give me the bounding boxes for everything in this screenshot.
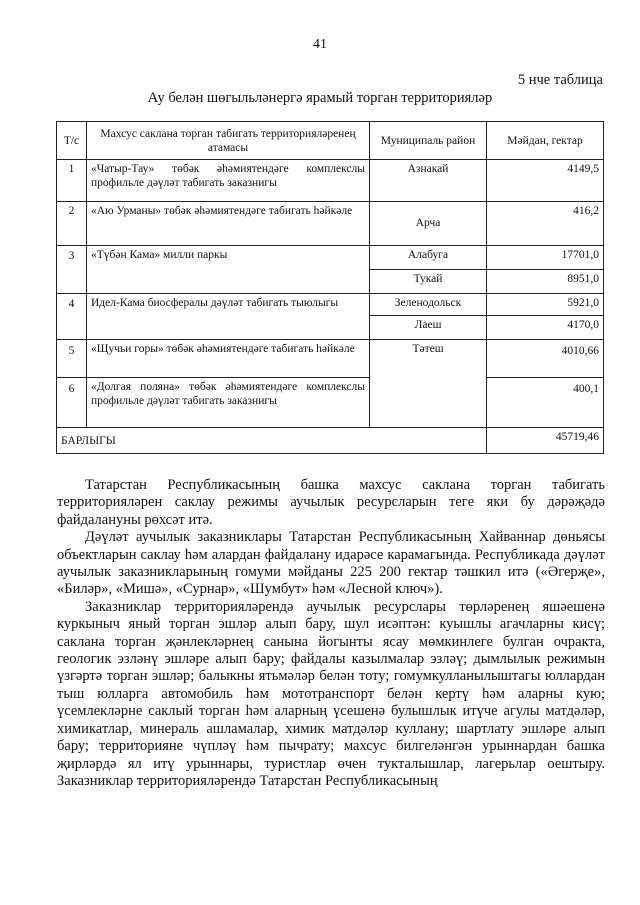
row-area: 8951,0 [487,270,604,294]
row-district: Азнакай [370,160,487,202]
row-area: 4170,0 [487,316,604,340]
paragraph: Татарстан Республикасының башка махсус саклана торган табигать территорияләрен саклау режимы аучылык ресурсларын тегe яки бу дәрәҗәдә файдалануны рөхсәт итә. [57,477,605,528]
row-num: 3 [57,246,87,294]
row-num: 1 [57,160,87,202]
header-name: Махсус саклана торган табигать территорияләренең атамасы [87,122,370,160]
row-name: «Түбән Кама» милли паркы [87,246,370,294]
row-name: «Долгая поляна» төбәк әһәмиятендәге комплекслы профильле дәүләт табигать заказнигы [87,378,370,428]
table-label: 5 нче таблица [517,72,603,88]
header-num: Т/с [57,122,87,160]
table-row [57,340,604,378]
header-area: Мәйдан, гектар [487,122,604,160]
row-num: 2 [57,202,87,246]
row-num: 5 [57,340,87,378]
row-district: Лаеш [370,316,487,340]
table-row [57,160,604,202]
row-name: «Чатыр-Тау» төбәк әһәмиятендәге комплекслы профильле дәүләт табигать заказнигы [87,160,370,202]
paragraph: Дәүләт аучылык заказниклары Татарстан Республикасының Хайваннар дөньясы объектларын саклау һәм алардан файдалану идарәсе карамагында. Республикада дәүләт аучылык заказникларының гомуми мәйданы 225 200 гектар тәшкил итә («Әгерҗе», «Биләр», «Мишә», «Сурнар», «Шумбут» һәм «Лесной ключ»). [57,529,605,598]
table-header-row [57,122,604,160]
row-district: Зеленодольск [370,294,487,316]
total-label: БАРЛЫГЫ [57,428,487,454]
header-district: Муниципаль район [370,122,487,160]
table-row [57,246,604,270]
row-district: Арча [370,202,487,246]
row-area: 416,2 [487,202,604,246]
table-total-row [57,428,604,454]
row-area: 17701,0 [487,246,604,270]
table-row [57,294,604,316]
row-district: Алабуга [370,246,487,270]
row-name: «Щучьи горы» төбәк әһәмиятендәге табигать һәйкәле [87,340,370,378]
row-area: 4010,66 [487,340,604,378]
body-text [57,477,605,790]
row-area: 5921,0 [487,294,604,316]
row-num: 4 [57,294,87,340]
table-row [57,202,604,246]
table-row [57,378,604,428]
row-area: 400,1 [487,378,604,428]
page-number: 41 [313,37,327,52]
total-area: 45719,46 [487,428,604,454]
row-area: 4149,5 [487,160,604,202]
row-district: Тәтеш [370,340,487,428]
paragraph: Заказниклар территорияләрендә аучылык ресурслары төрләренең яшәешенә куркыныч яный торган эшләр алып бару, шул исәптән: куышлы агачларны кисү; саклана торган җәнлекләрнең санына йогынты ясау мөмкинлеге булган очракта, геологик эзләнү эшләре алып бару; файдалы казылмалар эзләү; дымлылык режимын үзгәртә торган эшләр; балыкны ятьмәләр белән тоту; гомумкулланылыштагы юллардан тыш юлларга автомобиль һәм мототранспорт белән кертү һәм аларны кую; үсемлекләрне саклый торган һәм аларның үсешенә булышлык итүче агулы матдәләр, химикатлар, минераль ашламалар, химик матдәләр куллану; шартлату эшләре алып бару; территорияне чүпләү һәм пычрату; махсус билгеләнгән урыннардан башка җирләрдә ял итү урыннары, туристлар өчен тукталышлар, лагерьлар оештыру. Заказниклар территорияләрендә Татарстан Республикасының [57,598,605,789]
row-name: Идел-Кама биосфералы дәүләт табигать тыюлыгы [87,294,370,340]
row-num: 6 [57,378,87,428]
table-title: Ау белән шөгыльләнергә ярамый торган территорияләр [147,90,493,106]
row-name: «Аю Урманы» төбәк әһәмиятендәге табигать һәйкәле [87,202,370,246]
territories-table [56,121,604,454]
row-district: Тукай [370,270,487,294]
